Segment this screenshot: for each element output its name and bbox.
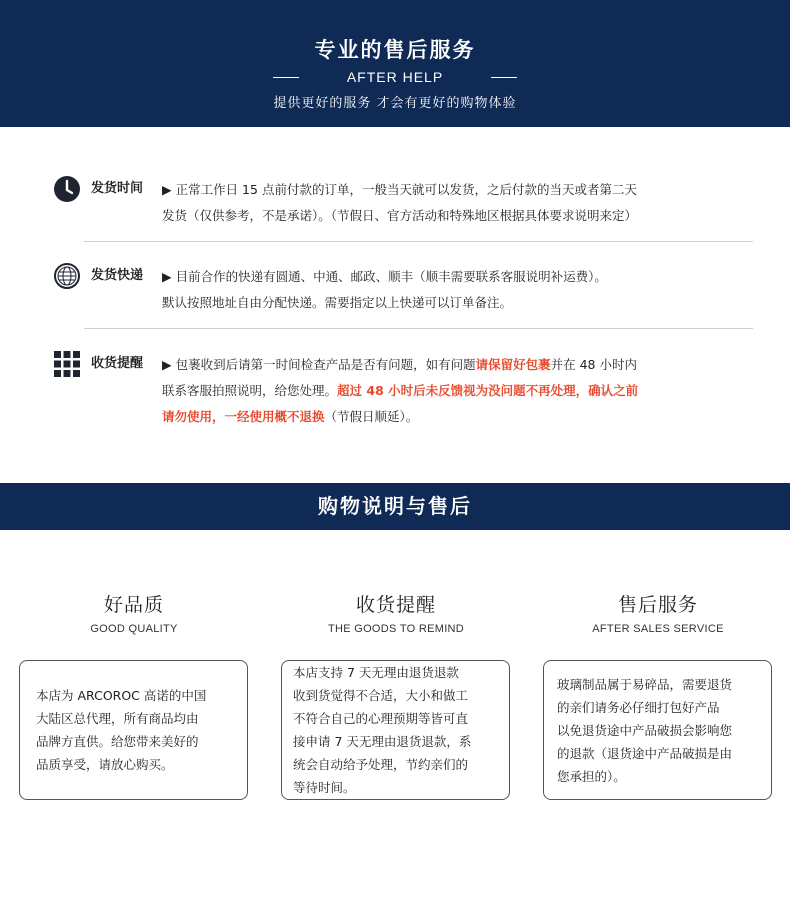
receipt-line1 <box>162 352 752 378</box>
card-line: 品牌方直供。给您带来美好的 <box>36 734 199 749</box>
receipt-line3-highlight: 请勿使用，一经使用概不退换 <box>162 409 325 424</box>
card-body <box>282 661 483 799</box>
column-subtitle: AFTER SALES SERVICE <box>592 623 724 635</box>
column-title: 售后服务 <box>617 594 698 616</box>
divider-1 <box>84 241 753 242</box>
globe-icon <box>53 262 81 290</box>
header-subtitle: AFTER HELP <box>346 69 444 85</box>
receipt-line3-b: （节假日顺延）。 <box>324 409 419 424</box>
receipt-line1-b: 并在 48 小时内 <box>550 357 637 372</box>
card-line: 收到货觉得不合适，大小和做工 <box>293 688 469 703</box>
receipt-line2-highlight: 超过 48 小时后未反馈视为没问题不再处理，确认之前 <box>337 383 639 398</box>
card-line: 您承担的）。 <box>557 768 626 784</box>
header-banner <box>0 0 790 127</box>
receipt-line2-a: 联系客服拍照说明，给您处理。 <box>162 383 338 398</box>
receipt-label: 收货提醒 <box>91 356 144 371</box>
receipt-line1-a: ▶ 包裹收到后请第一时间检查产品是否有问题，如有问题 <box>162 357 476 372</box>
card-line: 本店为 ARCOROC 高诺的中国 <box>36 688 207 703</box>
column-subtitle: THE GOODS TO REMIND <box>327 623 465 635</box>
card-line: 接申请 7 天无理由退货退款，系 <box>293 734 472 749</box>
card-body <box>544 673 744 788</box>
card-line: 的退款（退货途中产品破损是由 <box>557 745 733 761</box>
express-line2: 默认按照地址自由分配快递。需要指定以上快递可以订单备注。 <box>162 295 513 310</box>
express-line1: ▶ 目前合作的快递有圆通、中通、邮政、顺丰（顺丰需要联系客服说明补运费）。 <box>162 269 607 284</box>
receipt-text <box>162 352 752 430</box>
card-line: 的亲们请务必仔细打包好产品 <box>557 699 720 715</box>
card-line: 大陆区总代理，所有商品均由 <box>36 711 199 726</box>
column-title: 收货提醒 <box>355 594 436 616</box>
card-goods-remind <box>281 660 510 800</box>
shipping-time-line1: ▶ 正常工作日 15 点前付款的订单，一般当天就可以发货，之后付款的当天或者第二天 <box>162 182 637 197</box>
column-title: 好品质 <box>103 594 164 616</box>
shipping-time-text <box>162 177 752 229</box>
receipt-line3 <box>162 404 752 430</box>
column-good-quality <box>19 590 249 635</box>
express-label: 发货快递 <box>91 268 144 283</box>
shipping-time-label: 发货时间 <box>91 181 144 196</box>
card-line: 品质享受，请放心购买。 <box>36 757 174 772</box>
subtitle-left-line <box>273 77 299 78</box>
card-line: 不符合自己的心理预期等皆可直 <box>293 711 469 726</box>
card-after-sales <box>543 660 772 800</box>
subtitle-right-line <box>491 77 517 78</box>
card-line: 玻璃制品属于易碎品，需要退货 <box>557 676 733 692</box>
card-line: 统会自动给予处理，节约亲们的 <box>293 757 469 772</box>
section2-banner <box>0 483 790 530</box>
clock-icon <box>53 175 81 203</box>
receipt-line2 <box>162 378 752 404</box>
header-slogan: 提供更好的服务 才会有更好的购物体验 <box>273 96 517 111</box>
column-after-sales <box>543 590 773 635</box>
header-title: 专业的售后服务 <box>314 38 476 62</box>
column-goods-remind <box>281 590 511 635</box>
header-subtitle-row <box>0 67 790 87</box>
card-line: 本店支持 7 天无理由退货退款 <box>293 665 459 680</box>
card-good-quality <box>19 660 248 800</box>
card-line: 以免退货途中产品破损会影响您 <box>557 722 733 738</box>
section2-title: 购物说明与售后 <box>318 494 472 518</box>
card-line: 等待时间。 <box>293 780 356 795</box>
column-subtitle: GOOD QUALITY <box>90 623 178 635</box>
express-text <box>162 264 752 316</box>
receipt-line1-highlight: 请保留好包裹 <box>475 357 551 372</box>
divider-2 <box>84 328 753 329</box>
card-body <box>20 684 218 776</box>
grid-icon <box>53 350 81 378</box>
shipping-time-line2: 发货（仅供参考，不是承诺）。（节假日、官方活动和特殊地区根据具体要求说明来定） <box>162 208 638 223</box>
